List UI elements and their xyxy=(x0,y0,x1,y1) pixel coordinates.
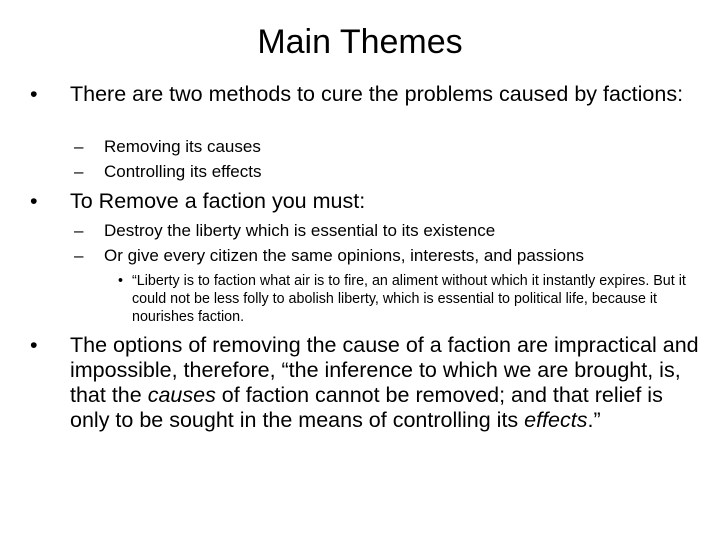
bullet-icon: • xyxy=(30,189,38,213)
sub-bullet-1b-text: Controlling its effects xyxy=(104,162,262,181)
dash-icon: – xyxy=(74,221,84,240)
dash-icon: – xyxy=(74,162,84,181)
bullet-3-text-part1: The options of removing the cause of a faction are impractical and impossible, therefore, “the inference to which we are brought, is, that the xyxy=(70,333,699,407)
dash-icon: – xyxy=(74,246,84,265)
quote-text: “Liberty is to faction what air is to fire, an aliment without which it instantly expires. But it could not be less folly to abolish liberty, which is essential to political life, because it nourishes faction. xyxy=(132,273,686,325)
bullet-3-text xyxy=(70,333,700,433)
sub-bullet-1a-text: Removing its causes xyxy=(104,137,261,156)
slide-title: Main Themes xyxy=(257,23,463,61)
bullet-3-text-part2: of faction cannot be removed; and that relief is only to be sought in the means of controlling its xyxy=(70,383,663,432)
bullet-3-text-part3: .” xyxy=(587,408,601,432)
bullet-1-text: There are two methods to cure the problems caused by factions: xyxy=(70,82,684,106)
bullet-icon: • xyxy=(30,82,38,106)
sub-bullet-2b-text: Or give every citizen the same opinions, interests, and passions xyxy=(104,246,585,265)
bullet-3-emphasis-effects: effects xyxy=(524,408,588,432)
bullet-2-text: To Remove a faction you must: xyxy=(70,189,366,213)
sub-bullet-2a-text: Destroy the liberty which is essential to its existence xyxy=(104,221,496,240)
bullet-icon: • xyxy=(118,273,124,289)
bullet-3-emphasis-causes: causes xyxy=(147,383,216,407)
dash-icon: – xyxy=(74,137,84,156)
bullet-icon: • xyxy=(30,333,38,357)
